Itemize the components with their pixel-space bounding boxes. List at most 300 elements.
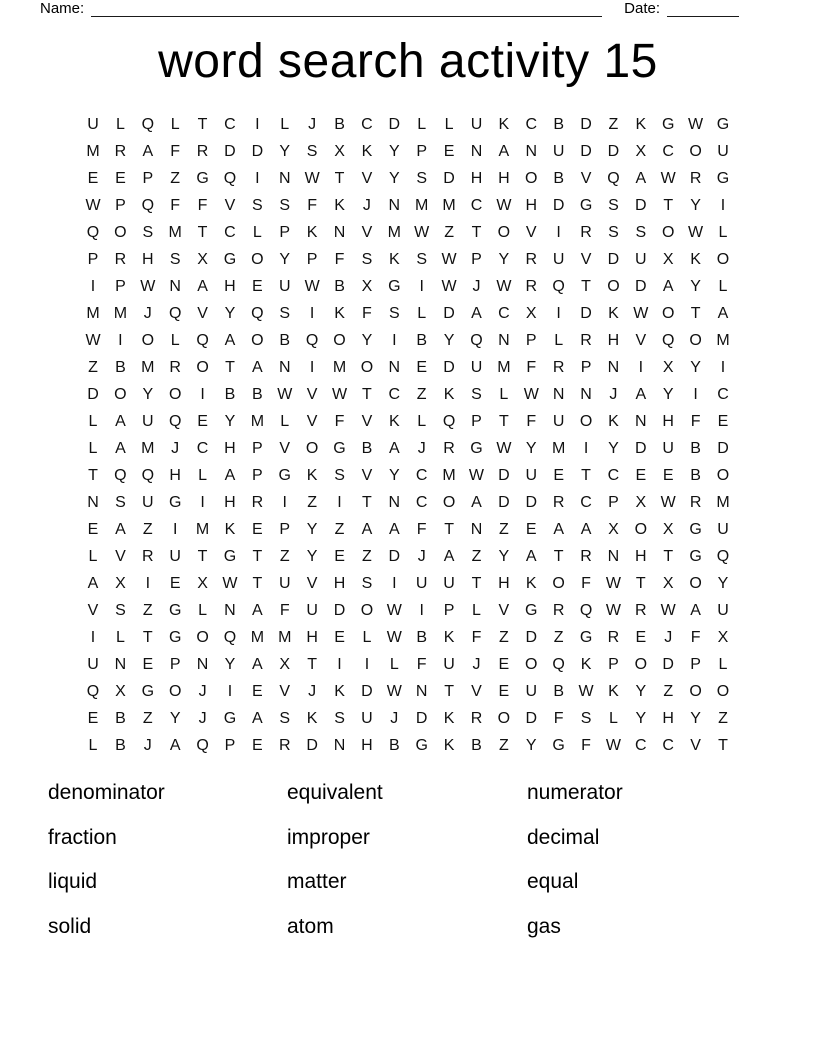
- grid-letter: K: [608, 413, 619, 430]
- grid-letter: G: [689, 548, 702, 565]
- grid-letter: N: [388, 494, 401, 511]
- grid-letter: P: [115, 197, 126, 214]
- grid-letter: O: [360, 359, 374, 376]
- grid-letter: E: [87, 170, 99, 187]
- grid-letter: G: [168, 602, 182, 619]
- grid-letter: Q: [579, 602, 593, 619]
- grid-letter: C: [662, 737, 674, 754]
- grid-letter: M: [716, 494, 730, 511]
- grid-letter: L: [499, 386, 509, 403]
- grid-letter: J: [143, 737, 152, 754]
- grid-letter: F: [170, 197, 181, 214]
- word-item: denominator: [48, 781, 165, 804]
- grid-letter: W: [660, 170, 676, 187]
- grid-letter: V: [361, 413, 373, 430]
- grid-letter: B: [334, 278, 345, 295]
- grid-letter: Y: [224, 413, 236, 430]
- grid-letter: O: [114, 386, 127, 403]
- grid-letter: J: [417, 548, 426, 565]
- grid-letter: L: [88, 440, 98, 457]
- grid-letter: I: [556, 224, 561, 241]
- grid-letter: W: [85, 332, 101, 349]
- grid-letter: T: [498, 413, 509, 430]
- grid-letter: Y: [525, 737, 537, 754]
- grid-letter: I: [693, 386, 698, 403]
- grid-letter: P: [608, 656, 619, 673]
- grid-letter: Q: [114, 467, 127, 484]
- grid-letter: H: [607, 332, 620, 349]
- grid-letter: G: [141, 683, 155, 700]
- grid-letter: E: [498, 656, 510, 673]
- grid-letter: D: [635, 440, 647, 457]
- grid-letter: Y: [169, 710, 181, 727]
- grid-letter: T: [471, 224, 482, 241]
- grid-letter: H: [498, 170, 510, 187]
- grid-letter: T: [581, 278, 591, 295]
- grid-letter: E: [142, 656, 154, 673]
- grid-letter: K: [690, 251, 701, 268]
- grid-letter: O: [661, 305, 675, 322]
- grid-letter: X: [662, 521, 674, 538]
- grid-letter: P: [169, 656, 181, 673]
- grid-letter: I: [638, 359, 644, 376]
- grid-letter: B: [690, 467, 701, 484]
- grid-letter: X: [635, 143, 647, 160]
- grid-letter: L: [554, 332, 564, 349]
- grid-letter: U: [470, 116, 483, 133]
- grid-letter: G: [552, 737, 565, 754]
- grid-letter: Q: [196, 737, 209, 754]
- grid-letter: S: [608, 197, 619, 214]
- grid-letter: K: [580, 656, 592, 673]
- word-item: matter: [287, 870, 347, 893]
- grid-letter: N: [278, 170, 291, 187]
- grid-letter: V: [115, 548, 126, 565]
- grid-letter: X: [608, 521, 619, 538]
- grid-letter: F: [307, 197, 318, 214]
- header-row: [40, 0, 739, 19]
- grid-letter: O: [552, 575, 565, 592]
- grid-letter: I: [720, 359, 726, 376]
- grid-letter: Y: [388, 143, 400, 160]
- grid-letter: P: [224, 737, 236, 754]
- grid-letter: N: [388, 359, 401, 376]
- grid-letter: O: [497, 710, 511, 727]
- grid-letter: J: [664, 629, 673, 646]
- grid-letter: G: [661, 116, 675, 133]
- grid-letter: L: [280, 116, 290, 133]
- grid-letter: A: [471, 305, 482, 322]
- grid-letter: I: [282, 494, 287, 511]
- grid-letter: Y: [388, 170, 400, 187]
- grid-letter: Y: [717, 575, 729, 592]
- grid-letter: Q: [470, 332, 483, 349]
- grid-letter: X: [197, 251, 208, 268]
- word-item: solid: [48, 914, 92, 938]
- grid-letter: I: [118, 332, 123, 349]
- grid-letter: R: [169, 359, 181, 376]
- grid-letter: N: [169, 278, 181, 295]
- grid-letter: K: [608, 683, 619, 700]
- grid-letter: Y: [388, 467, 400, 484]
- grid-letter: I: [200, 386, 205, 403]
- grid-letter: S: [334, 467, 345, 484]
- grid-letter: Q: [196, 332, 209, 349]
- grid-letter: N: [333, 737, 346, 754]
- grid-letter: W: [468, 467, 485, 484]
- grid-letter: I: [583, 440, 589, 457]
- grid-letter: P: [142, 170, 154, 187]
- grid-letter: I: [90, 629, 96, 646]
- grid-letter: O: [251, 251, 264, 268]
- grid-letter: Y: [608, 440, 619, 457]
- grid-letter: Q: [607, 170, 620, 187]
- word-item: atom: [287, 914, 334, 938]
- grid-letter: Y: [690, 710, 701, 727]
- grid-letter: U: [87, 116, 99, 133]
- grid-letter: R: [142, 548, 154, 565]
- grid-letter: O: [634, 656, 648, 673]
- grid-letter: T: [197, 116, 208, 133]
- grid-letter: O: [607, 278, 620, 295]
- grid-letter: Z: [498, 737, 509, 754]
- grid-letter: O: [141, 332, 155, 349]
- grid-letter: A: [471, 494, 482, 511]
- grid-letter: F: [197, 197, 208, 214]
- grid-letter: W: [660, 602, 676, 619]
- grid-letter: D: [306, 737, 318, 754]
- grid-letter: U: [142, 494, 154, 511]
- grid-letter: G: [388, 278, 401, 295]
- grid-letter: Q: [305, 332, 319, 349]
- grid-letter: E: [252, 683, 263, 700]
- grid-letter: C: [662, 143, 674, 160]
- grid-letter: K: [306, 710, 318, 727]
- word-item: fraction: [48, 825, 117, 849]
- grid-letter: R: [525, 278, 538, 295]
- grid-letter: O: [196, 629, 209, 646]
- grid-letter: S: [306, 143, 318, 160]
- grid-letter: U: [552, 413, 565, 430]
- grid-letter: R: [251, 494, 264, 511]
- grid-letter: T: [197, 224, 208, 241]
- grid-letter: A: [224, 332, 236, 349]
- grid-letter: N: [580, 386, 592, 403]
- grid-letter: D: [635, 278, 647, 295]
- grid-letter: S: [580, 710, 592, 727]
- grid-letter: D: [443, 170, 455, 187]
- grid-letter: O: [689, 575, 702, 592]
- grid-letter: W: [496, 197, 512, 214]
- grid-letter: C: [415, 494, 428, 511]
- grid-letter: P: [252, 467, 263, 484]
- grid-letter: A: [224, 467, 236, 484]
- grid-letter: E: [252, 737, 263, 754]
- grid-letter: D: [388, 116, 401, 133]
- grid-letter: M: [716, 332, 730, 349]
- grid-letter: P: [252, 440, 263, 457]
- grid-letter: K: [443, 386, 455, 403]
- grid-letter: E: [115, 170, 126, 187]
- grid-letter: X: [662, 575, 674, 592]
- grid-letter: A: [361, 521, 373, 538]
- grid-letter: U: [717, 143, 729, 160]
- grid-letter: F: [526, 413, 537, 430]
- grid-letter: Z: [498, 629, 509, 646]
- grid-letter: R: [689, 494, 702, 511]
- grid-letter: D: [87, 386, 99, 403]
- grid-letter: W: [523, 386, 539, 403]
- grid-letter: I: [556, 305, 561, 322]
- grid-letter: R: [114, 143, 127, 160]
- grid-letter: F: [690, 629, 701, 646]
- grid-letter: H: [169, 467, 181, 484]
- grid-letter: C: [224, 116, 236, 133]
- grid-letter: V: [580, 170, 592, 187]
- grid-letter: R: [114, 251, 127, 268]
- grid-letter: A: [115, 440, 126, 457]
- grid-letter: G: [223, 548, 237, 565]
- grid-letter: G: [333, 440, 346, 457]
- grid-letter: R: [552, 602, 565, 619]
- grid-letter: A: [252, 602, 263, 619]
- grid-letter: O: [716, 467, 730, 484]
- grid-letter: K: [224, 521, 236, 538]
- grid-letter: V: [197, 305, 208, 322]
- grid-letter: T: [334, 170, 345, 187]
- grid-letter: P: [690, 656, 701, 673]
- grid-letter: M: [387, 224, 401, 241]
- grid-letter: X: [197, 575, 208, 592]
- grid-letter: R: [525, 251, 538, 268]
- grid-letter: P: [87, 251, 99, 268]
- word-item: decimal: [527, 825, 600, 849]
- grid-letter: O: [251, 332, 264, 349]
- grid-letter: N: [333, 224, 346, 241]
- grid-letter: J: [308, 683, 317, 700]
- grid-letter: N: [415, 683, 428, 700]
- grid-letter: U: [552, 143, 565, 160]
- grid-letter: P: [471, 413, 482, 430]
- grid-letter: Z: [142, 521, 153, 538]
- grid-letter: B: [252, 386, 263, 403]
- grid-letter: N: [87, 494, 99, 511]
- grid-letter: U: [278, 575, 291, 592]
- grid-letter: D: [388, 548, 401, 565]
- grid-letter: U: [361, 710, 373, 727]
- grid-letter: A: [635, 386, 647, 403]
- grid-letter: L: [362, 629, 372, 646]
- grid-letter: Y: [361, 332, 373, 349]
- grid-letter: U: [278, 278, 291, 295]
- grid-letter: T: [252, 575, 263, 592]
- grid-letter: L: [170, 332, 180, 349]
- grid-letter: J: [171, 440, 180, 457]
- grid-letter: V: [279, 440, 291, 457]
- grid-letter: L: [88, 413, 98, 430]
- grid-letter: J: [472, 656, 481, 673]
- grid-letter: S: [279, 197, 291, 214]
- grid-letter: A: [662, 278, 674, 295]
- grid-letter: S: [361, 251, 373, 268]
- grid-letter: Z: [718, 710, 728, 727]
- grid-letter: P: [608, 494, 619, 511]
- grid-letter: X: [525, 305, 537, 322]
- grid-letter: I: [419, 602, 424, 619]
- grid-letter: Y: [635, 710, 647, 727]
- grid-letter: M: [250, 629, 265, 646]
- grid-letter: A: [115, 413, 126, 430]
- grid-letter: Q: [141, 116, 155, 133]
- grid-letter: Z: [553, 629, 564, 646]
- grid-letter: J: [390, 710, 399, 727]
- grid-letter: M: [141, 440, 155, 457]
- grid-letter: M: [195, 521, 210, 538]
- grid-letter: G: [168, 629, 182, 646]
- grid-letter: W: [605, 602, 621, 619]
- grid-letter: U: [552, 251, 565, 268]
- grid-letter: I: [720, 197, 726, 214]
- grid-letter: W: [85, 197, 101, 214]
- grid-letter: T: [444, 521, 454, 538]
- grid-letter: R: [580, 224, 592, 241]
- grid-letter: C: [361, 116, 373, 133]
- name-label: Name:: [40, 0, 85, 17]
- grid-letter: F: [581, 575, 591, 592]
- grid-letter: R: [278, 737, 291, 754]
- grid-letter: V: [471, 683, 482, 700]
- grid-letter: W: [222, 575, 238, 592]
- grid-letter: S: [279, 710, 291, 727]
- grid-letter: A: [252, 656, 263, 673]
- grid-letter: Z: [416, 386, 427, 403]
- grid-letter: S: [115, 602, 126, 619]
- grid-letter: N: [388, 197, 401, 214]
- grid-letter: D: [580, 116, 592, 133]
- grid-letter: Y: [690, 197, 701, 214]
- grid-letter: F: [334, 413, 345, 430]
- grid-letter: M: [442, 467, 456, 484]
- grid-letter: W: [304, 170, 320, 187]
- grid-letter: L: [389, 656, 399, 673]
- grid-letter: G: [278, 467, 291, 484]
- grid-letter: D: [251, 143, 264, 160]
- grid-letter: K: [388, 413, 400, 430]
- grid-letter: L: [115, 629, 125, 646]
- grid-letter: I: [200, 494, 205, 511]
- grid-letter: T: [444, 683, 454, 700]
- grid-letter: D: [662, 656, 674, 673]
- grid-letter: V: [306, 386, 318, 403]
- grid-letter: D: [525, 494, 538, 511]
- grid-letter: A: [87, 575, 99, 592]
- grid-letter: L: [198, 602, 208, 619]
- grid-letter: U: [306, 602, 318, 619]
- grid-letter: G: [579, 629, 593, 646]
- grid-letter: A: [142, 143, 154, 160]
- grid-letter: O: [716, 251, 730, 268]
- grid-letter: Y: [690, 359, 701, 376]
- grid-letter: P: [471, 251, 482, 268]
- grid-letter: Z: [663, 683, 674, 700]
- grid-letter: H: [142, 251, 154, 268]
- grid-letter: S: [416, 251, 428, 268]
- grid-letter: D: [552, 197, 565, 214]
- grid-letter: B: [115, 737, 126, 754]
- grid-letter: Q: [141, 467, 155, 484]
- grid-letter: Y: [142, 386, 154, 403]
- grid-letter: P: [416, 143, 428, 160]
- grid-letter: X: [279, 656, 291, 673]
- grid-letter: I: [90, 278, 96, 295]
- grid-letter: K: [443, 710, 455, 727]
- grid-letter: U: [443, 575, 455, 592]
- grid-letter: D: [607, 251, 620, 268]
- grid-letter: S: [279, 305, 291, 322]
- grid-letter: W: [386, 683, 402, 700]
- grid-letter: D: [333, 602, 346, 619]
- grid-letter: O: [579, 413, 593, 430]
- grid-letter: H: [662, 710, 674, 727]
- date-blank-line: [667, 1, 739, 17]
- grid-letter: M: [551, 440, 566, 457]
- grid-letter: S: [388, 305, 400, 322]
- grid-letter: H: [470, 170, 483, 187]
- grid-letter: G: [525, 602, 538, 619]
- grid-letter: B: [361, 440, 373, 457]
- grid-letter: J: [308, 116, 317, 133]
- grid-letter: C: [498, 305, 510, 322]
- grid-letter: Y: [690, 278, 701, 295]
- grid-letter: B: [416, 629, 428, 646]
- grid-letter: V: [361, 467, 373, 484]
- grid-letter: G: [223, 710, 237, 727]
- grid-letter: Z: [142, 710, 153, 727]
- grid-letter: Z: [471, 548, 482, 565]
- grid-letter: X: [717, 629, 729, 646]
- word-item: liquid: [48, 870, 98, 893]
- grid-letter: E: [334, 629, 345, 646]
- word-item: improper: [287, 825, 370, 849]
- grid-letter: N: [224, 602, 236, 619]
- grid-letter: K: [361, 143, 373, 160]
- grid-letter: L: [198, 467, 208, 484]
- grid-letter: D: [525, 710, 538, 727]
- grid-letter: E: [635, 629, 647, 646]
- grid-letter: V: [690, 737, 701, 754]
- grid-letter: M: [415, 197, 429, 214]
- grid-letter: W: [414, 224, 430, 241]
- grid-letter: C: [525, 116, 538, 133]
- grid-letter: M: [442, 197, 456, 214]
- grid-letter: V: [361, 224, 373, 241]
- grid-letter: O: [333, 332, 346, 349]
- grid-letter: C: [580, 494, 592, 511]
- grid-letter: N: [114, 656, 127, 673]
- grid-letter: K: [306, 467, 318, 484]
- grid-letter: F: [471, 629, 482, 646]
- grid-letter: W: [496, 440, 512, 457]
- grid-letter: X: [334, 143, 345, 160]
- grid-letter: F: [526, 359, 537, 376]
- grid-letter: W: [633, 305, 649, 322]
- grid-letter: U: [635, 251, 647, 268]
- grid-letter: X: [635, 494, 647, 511]
- grid-letter: V: [361, 170, 373, 187]
- grid-letter: T: [252, 548, 263, 565]
- grid-letter: V: [279, 683, 291, 700]
- grid-letter: H: [224, 278, 236, 295]
